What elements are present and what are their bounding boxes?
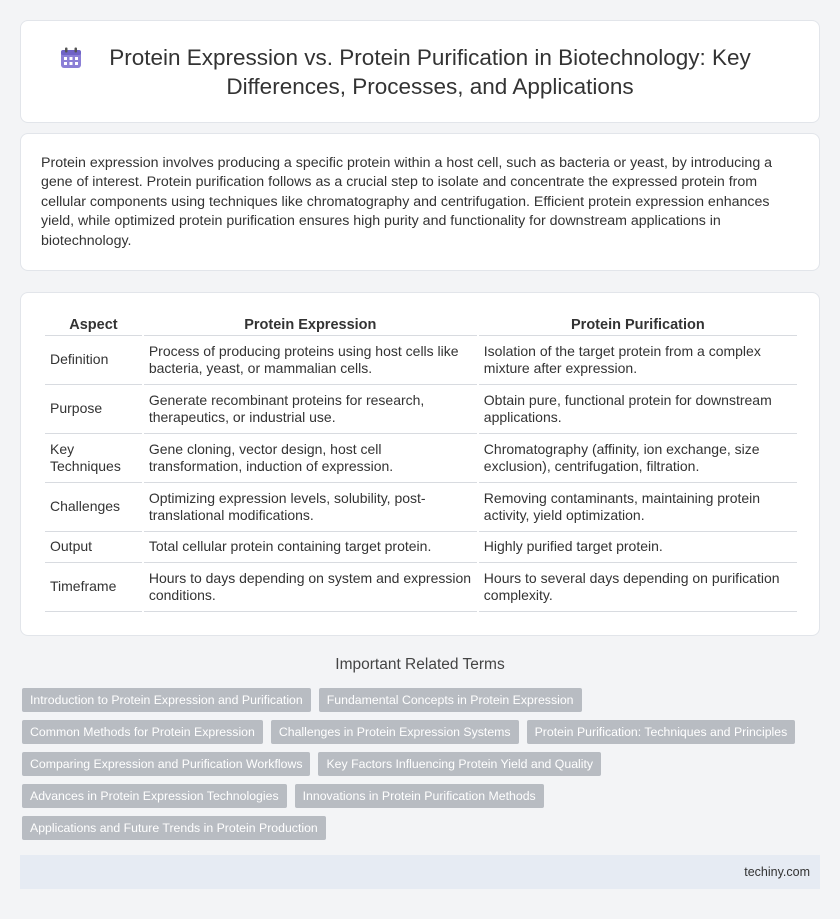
related-term-tag[interactable]: Key Factors Influencing Protein Yield and Quality <box>318 752 601 776</box>
comparison-table-card <box>20 292 820 636</box>
expression-cell: Process of producing proteins using host cells like bacteria, yeast, or mammalian cells. <box>144 336 477 385</box>
related-terms-heading: Important Related Terms <box>335 656 505 673</box>
aspect-cell: Purpose <box>45 385 142 434</box>
purification-cell: Removing contaminants, maintaining protein activity, yield optimization. <box>479 483 797 532</box>
purification-cell: Isolation of the target protein from a complex mixture after expression. <box>479 336 797 385</box>
related-term-tag[interactable]: Common Methods for Protein Expression <box>22 720 263 744</box>
title-card <box>20 20 820 123</box>
expression-cell: Hours to days depending on system and expression conditions. <box>144 563 477 612</box>
table-header-row <box>45 313 797 336</box>
table-row <box>45 563 797 612</box>
aspect-cell: Challenges <box>45 483 142 532</box>
purification-cell: Chromatography (affinity, ion exchange, size exclusion), centrifugation, filtration. <box>479 434 797 483</box>
aspect-cell: Timeframe <box>45 563 142 612</box>
aspect-cell: Output <box>45 532 142 563</box>
expression-cell: Generate recombinant proteins for research, therapeutics, or industrial use. <box>144 385 477 434</box>
purification-cell: Hours to several days depending on purification complexity. <box>479 563 797 612</box>
table-row <box>45 336 797 385</box>
purification-cell: Obtain pure, functional protein for downstream applications. <box>479 385 797 434</box>
intro-card <box>20 133 820 271</box>
related-term-tag[interactable]: Innovations in Protein Purification Methods <box>295 784 544 808</box>
header-protein-expression: Protein Expression <box>144 313 477 336</box>
table-row <box>45 483 797 532</box>
header-protein-purification: Protein Purification <box>479 313 797 336</box>
table-row <box>45 434 797 483</box>
comparison-table <box>43 313 799 612</box>
related-term-tag[interactable]: Applications and Future Trends in Protein Production <box>22 816 326 840</box>
intro-text: Protein expression involves producing a specific protein within a host cell, such as bacteria or yeast, by introducing a gene of interest. Protein purification follows as a crucial step to isolate and concentrate the expressed protein from cellular components using techniques like chromatography and centrifugation. Efficient protein expression enhances yield, while optimized protein purification ensures high purity and functionality for downstream applications in biotechnology. <box>41 155 773 249</box>
header-aspect: Aspect <box>45 313 142 336</box>
expression-cell: Gene cloning, vector design, host cell transformation, induction of expression. <box>144 434 477 483</box>
page-title: Protein Expression vs. Protein Purification in Biotechnology: Key Differences, Processes, and Applications <box>109 45 751 99</box>
related-term-tag[interactable]: Comparing Expression and Purification Workflows <box>22 752 310 776</box>
related-terms-list <box>22 688 822 840</box>
footer-site-link[interactable]: techiny.com <box>744 865 810 879</box>
expression-cell: Total cellular protein containing target protein. <box>144 532 477 563</box>
table-row <box>45 532 797 563</box>
purification-cell: Highly purified target protein. <box>479 532 797 563</box>
related-term-tag[interactable]: Challenges in Protein Expression Systems <box>271 720 519 744</box>
expression-cell: Optimizing expression levels, solubility, post-translational modifications. <box>144 483 477 532</box>
table-row <box>45 385 797 434</box>
related-term-tag[interactable]: Fundamental Concepts in Protein Expression <box>319 688 582 712</box>
footer <box>20 855 820 889</box>
related-term-tag[interactable]: Introduction to Protein Expression and Purification <box>22 688 311 712</box>
related-term-tag[interactable]: Advances in Protein Expression Technologies <box>22 784 287 808</box>
related-term-tag[interactable]: Protein Purification: Techniques and Principles <box>527 720 796 744</box>
aspect-cell: Key Techniques <box>45 434 142 483</box>
aspect-cell: Definition <box>45 336 142 385</box>
